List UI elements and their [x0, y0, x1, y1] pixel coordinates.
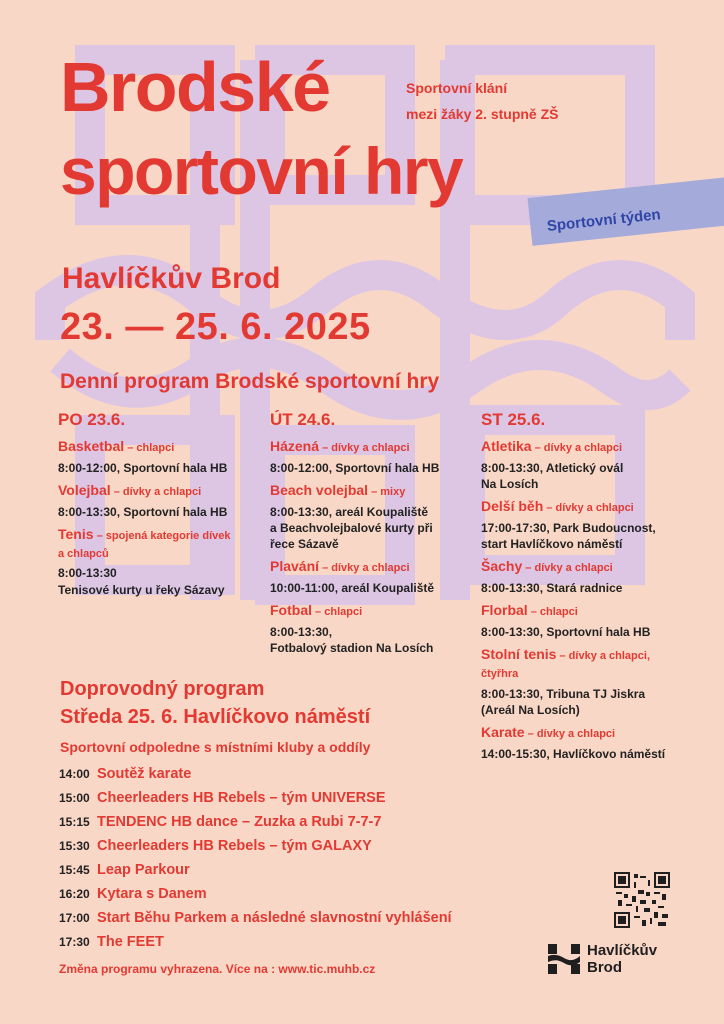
schedule-time: 14:00: [59, 767, 90, 781]
title-line-2: sportovní hry: [60, 134, 463, 208]
city-name: Havlíčkův Brod: [62, 262, 281, 295]
sport-name: Beach volejbal: [270, 481, 369, 498]
schedule-row: [59, 810, 452, 834]
event-detail: Na Losích: [481, 476, 539, 491]
event-dates: 23. — 25. 6. 2025: [60, 306, 371, 348]
program-heading: Denní program Brodské sportovní hry: [60, 370, 440, 393]
event-detail: 8:00-13:30,: [270, 624, 333, 639]
event-item: [481, 646, 711, 682]
event-item: [481, 602, 711, 620]
schedule-time: 16:20: [59, 887, 90, 901]
sport-name: Házená: [270, 438, 320, 454]
sport-category: – chlapci: [312, 606, 363, 619]
schedule-row: [59, 882, 452, 906]
sport-name: Fotbal: [270, 602, 312, 619]
day-column-wednesday: [481, 410, 711, 762]
event-detail: 8:00-13:30, Sportovní hala HB: [58, 504, 228, 519]
event-detail: 8:00-13:30, Atletický ovál: [481, 460, 624, 475]
event-detail: 8:00-13:30: [58, 566, 117, 581]
sport-category: – dívky a chlapci: [524, 728, 616, 740]
schedule-row: [59, 906, 452, 930]
sport-name: Karate: [481, 724, 525, 740]
sport-category: – dívky a chlapci: [319, 562, 410, 575]
sport-category-continued: a chlapců: [58, 547, 109, 560]
event-detail: 8:00-13:30, Sportovní hala HB: [481, 624, 651, 639]
event-item: [270, 558, 480, 576]
event-detail: 10:00-11:00, areál Koupaliště: [270, 581, 435, 595]
sport-name: Delší běh: [481, 498, 544, 515]
schedule-row: [59, 786, 452, 810]
schedule-row: [59, 858, 452, 882]
sport-category: – chlapci: [124, 442, 175, 454]
sport-category: – spojená kategorie dívek: [93, 529, 231, 542]
companion-date-place: Středa 25. 6. Havlíčkovo náměstí: [60, 706, 371, 728]
sport-category: – dívky a chlapci: [543, 502, 634, 515]
schedule-event: Cheerleaders HB Rebels – tým UNIVERSE: [97, 790, 386, 806]
havlickuv-brod-logo-icon: [548, 944, 580, 974]
event-detail: start Havlíčkovo náměstí: [481, 537, 623, 552]
sport-name: Tenis: [58, 525, 94, 542]
companion-subheading: Sportovní odpoledne s místními kluby a oddíly: [60, 739, 371, 755]
event-item: [270, 482, 480, 500]
companion-schedule: [59, 762, 452, 954]
event-item: [58, 526, 268, 562]
subtitle-line-1: Sportovní klání: [406, 80, 508, 96]
event-item: [481, 724, 711, 742]
schedule-time: 15:45: [59, 863, 90, 877]
day-label: PO 23.6.: [58, 410, 126, 429]
sport-category: – mixy: [368, 485, 406, 498]
event-item: [481, 498, 711, 516]
sport-name: Basketbal: [58, 438, 125, 454]
event-detail: 8:00-13:30, areál Koupaliště: [270, 504, 429, 519]
schedule-time: 15:00: [59, 791, 90, 805]
logo-line-2: Brod: [587, 959, 622, 977]
event-detail: a Beachvolejbalové kurty při: [270, 520, 433, 535]
sport-name: Šachy: [481, 558, 523, 575]
schedule-event: Cheerleaders HB Rebels – tým GALAXY: [97, 838, 372, 854]
day-label: ÚT 24.6.: [270, 410, 336, 429]
schedule-event: Start Běhu Parkem a následné slavnostní vyhlášení: [97, 910, 452, 926]
schedule-time: 15:15: [59, 815, 90, 829]
sport-category: – chlapci: [527, 606, 578, 619]
schedule-event: The FEET: [97, 934, 164, 950]
tag-label: Sportovní týden: [546, 206, 662, 235]
event-detail: Tenisové kurty u řeky Sázavy: [58, 582, 225, 597]
event-item: [270, 602, 480, 620]
subtitle-line-2: mezi žáky 2. stupně ZŠ: [406, 106, 559, 122]
event-detail: 8:00-12:00, Sportovní hala HB: [58, 460, 228, 475]
event-item: [58, 482, 268, 500]
schedule-event: TENDENC HB dance – Zuzka a Rubi 7-7-7: [97, 814, 382, 830]
sport-name: Plavání: [270, 558, 320, 575]
qr-code-icon[interactable]: [614, 872, 670, 928]
logo-wordmark: [587, 942, 657, 977]
sport-name: Florbal: [481, 602, 528, 619]
event-detail: Fotbalový stadion Na Losích: [270, 641, 434, 656]
event-detail: 17:00-17:30, Park Budoucnost,: [481, 520, 656, 535]
schedule-row: [59, 834, 452, 858]
sport-category: – dívky a chlapci: [531, 442, 623, 454]
schedule-event: Kytara s Danem: [97, 886, 207, 902]
sport-category: – dívky a chlapci: [110, 485, 202, 498]
event-item: [481, 438, 711, 456]
sport-category: – dívky a chlapci: [522, 562, 613, 575]
day-column-tuesday: [270, 410, 480, 656]
sport-name: Atletika: [481, 438, 532, 454]
event-item: [481, 558, 711, 576]
day-column-monday: [58, 410, 268, 598]
event-detail: (Areál Na Losích): [481, 702, 580, 717]
event-detail: řece Sázavě: [270, 537, 339, 552]
event-detail: 8:00-13:30, Tribuna TJ Jiskra: [481, 686, 646, 701]
schedule-time: 15:30: [59, 839, 90, 853]
schedule-row: [59, 930, 452, 954]
sport-name: Stolní tenis: [481, 646, 557, 663]
sport-category-continued: čtyřhra: [481, 667, 519, 680]
event-item: [270, 438, 480, 456]
schedule-event: Soutěž karate: [97, 766, 192, 782]
sport-name: Volejbal: [58, 481, 111, 498]
schedule-time: 17:30: [59, 935, 90, 949]
title-line-1: Brodské: [60, 48, 330, 126]
schedule-event: Leap Parkour: [97, 862, 190, 878]
logo-line-1: Havlíčkův: [587, 942, 658, 959]
sport-category: – dívky a chlapci,: [556, 650, 651, 663]
event-item: [58, 438, 268, 456]
event-detail: 8:00-12:00, Sportovní hala HB: [270, 460, 440, 475]
day-label: ST 25.6.: [481, 410, 546, 429]
event-detail: 14:00-15:30, Havlíčkovo náměstí: [481, 746, 666, 761]
schedule-time: 17:00: [59, 911, 90, 925]
companion-heading: Doprovodný program: [60, 678, 265, 700]
sport-category: – dívky a chlapci: [319, 442, 410, 454]
event-detail: 8:00-13:30, Stará radnice: [481, 581, 623, 595]
schedule-row: [59, 762, 452, 786]
footer-note: Změna programu vyhrazena. Více na : www.tic.muhb.cz: [59, 962, 376, 976]
